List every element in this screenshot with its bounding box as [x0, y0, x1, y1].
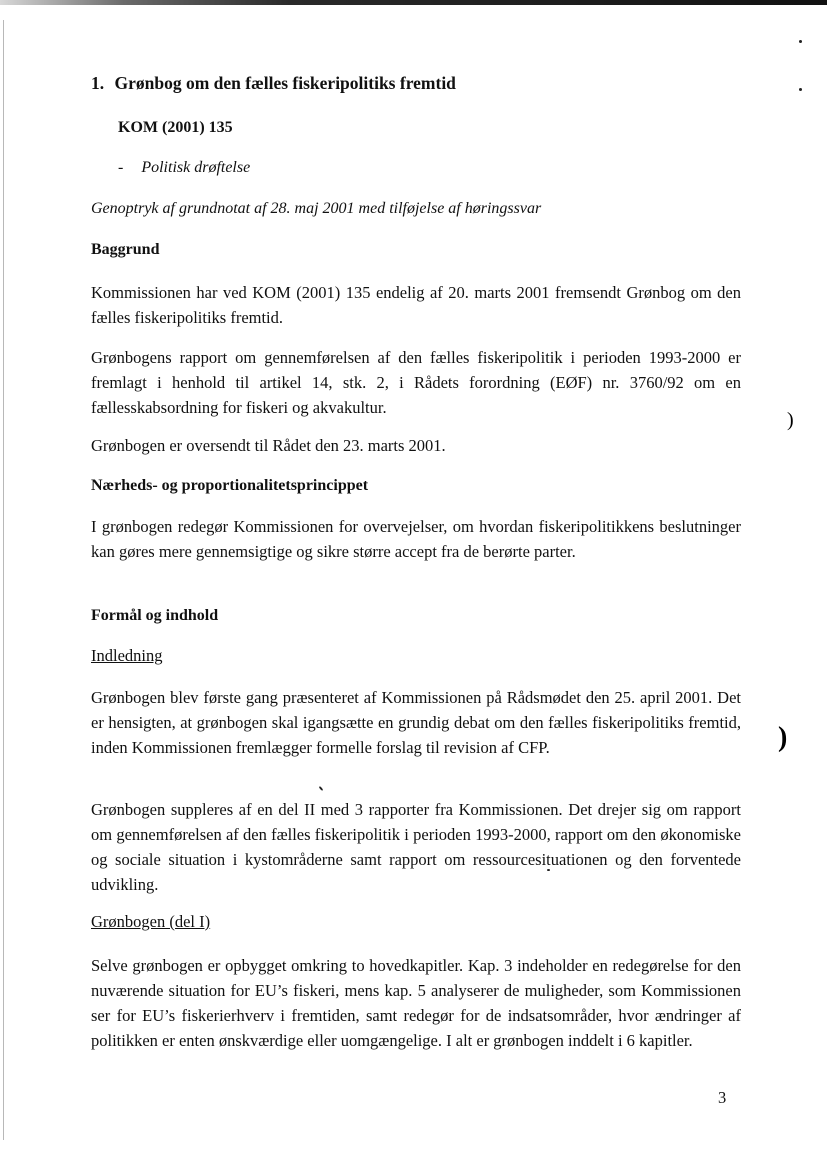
bullet-text: Politisk drøftelse [141, 159, 251, 176]
bullet-dash: - [118, 159, 124, 176]
scan-speck [319, 786, 324, 791]
heading-naerhed: Nærheds- og proportionalitetsprincippet [91, 477, 369, 494]
paragraph-formaal-3: Selve grønbogen er opbygget omkring to hovedkapitler. Kap. 3 indeholder en redegørelse for den nuværende situation for EU’s fiskeri, mens kap. 5 analyserer de muligheder, som Kommissionen ser for EU’s fiskerierhverv i fremtiden, samt redegør for de indsatsområder, hvor ændringer af politikken er enten ønskværdige eller uomgængelige. I alt er grønbogen inddelt i 6 kapitler. [91, 956, 741, 1050]
heading-indledning: Indledning [91, 646, 163, 665]
section-number: 1. [91, 73, 105, 93]
scan-top-edge [0, 0, 827, 5]
bullet-item [118, 159, 768, 177]
paragraph-formaal-2: Grønbogen suppleres af en del II med 3 rapporter fra Kommissionen. Det drejer sig om rapport om gennemførelsen af den fælles fiskeripolitik i perioden 1993-2000, rapport om den økonomiske og sociale situation i kystområderne samt rapport om ressourcesituationen og den forventede udvikling. [91, 800, 741, 894]
paragraph-baggrund-3: Grønbogen er oversendt til Rådet den 23. marts 2001. [91, 436, 446, 455]
scan-speck [799, 88, 802, 91]
heading-formaal: Formål og indhold [91, 607, 219, 624]
paragraph-naerhed-1: I grønbogen redegør Kommissionen for overvejelser, om hvordan fiskeripolitikkens beslutninger kan gøres mere gennemsigtige og sikre større accept fra de berørte parter. [91, 517, 741, 561]
punch-hole-mark: ) [778, 722, 788, 753]
scan-left-edge [3, 20, 4, 1140]
section-title-line [91, 73, 741, 94]
paragraph-baggrund-1: Kommissionen har ved KOM (2001) 135 endelig af 20. marts 2001 fremsendt Grønbog om den fælles fiskeripolitiks fremtid. [91, 283, 741, 327]
heading-baggrund: Baggrund [91, 241, 160, 258]
punch-hole-mark: ) [787, 409, 794, 431]
scan-speck [547, 869, 550, 871]
page-number: 3 [718, 1088, 727, 1107]
paragraph-baggrund-2: Grønbogens rapport om gennemførelsen af den fælles fiskeripolitik i perioden 1993-2000 er fremlagt i henhold til artikel 14, stk. 2, i Rådets forordning (EØF) nr. 3760/92 om en fællesskabsordning for fiskeri og akvakultur. [91, 348, 741, 417]
document-reference: KOM (2001) 135 [118, 119, 233, 136]
document-subtitle: Genoptryk af grundnotat af 28. maj 2001 med tilføjelse af høringssvar [91, 200, 542, 217]
heading-del1: Grønbogen (del I) [91, 912, 211, 931]
section-title: Grønbog om den fælles fiskeripolitiks fremtid [114, 73, 456, 93]
scan-speck [799, 40, 802, 43]
paragraph-formaal-1: Grønbogen blev første gang præsenteret af Kommissionen på Rådsmødet den 25. april 2001. Det er hensigten, at grønbogen skal igangsætte en grundig debat om den fælles fiskeripolitiks fremtid, inden Kommissionen fremlægger formelle forslag til revision af CFP. [91, 688, 741, 757]
